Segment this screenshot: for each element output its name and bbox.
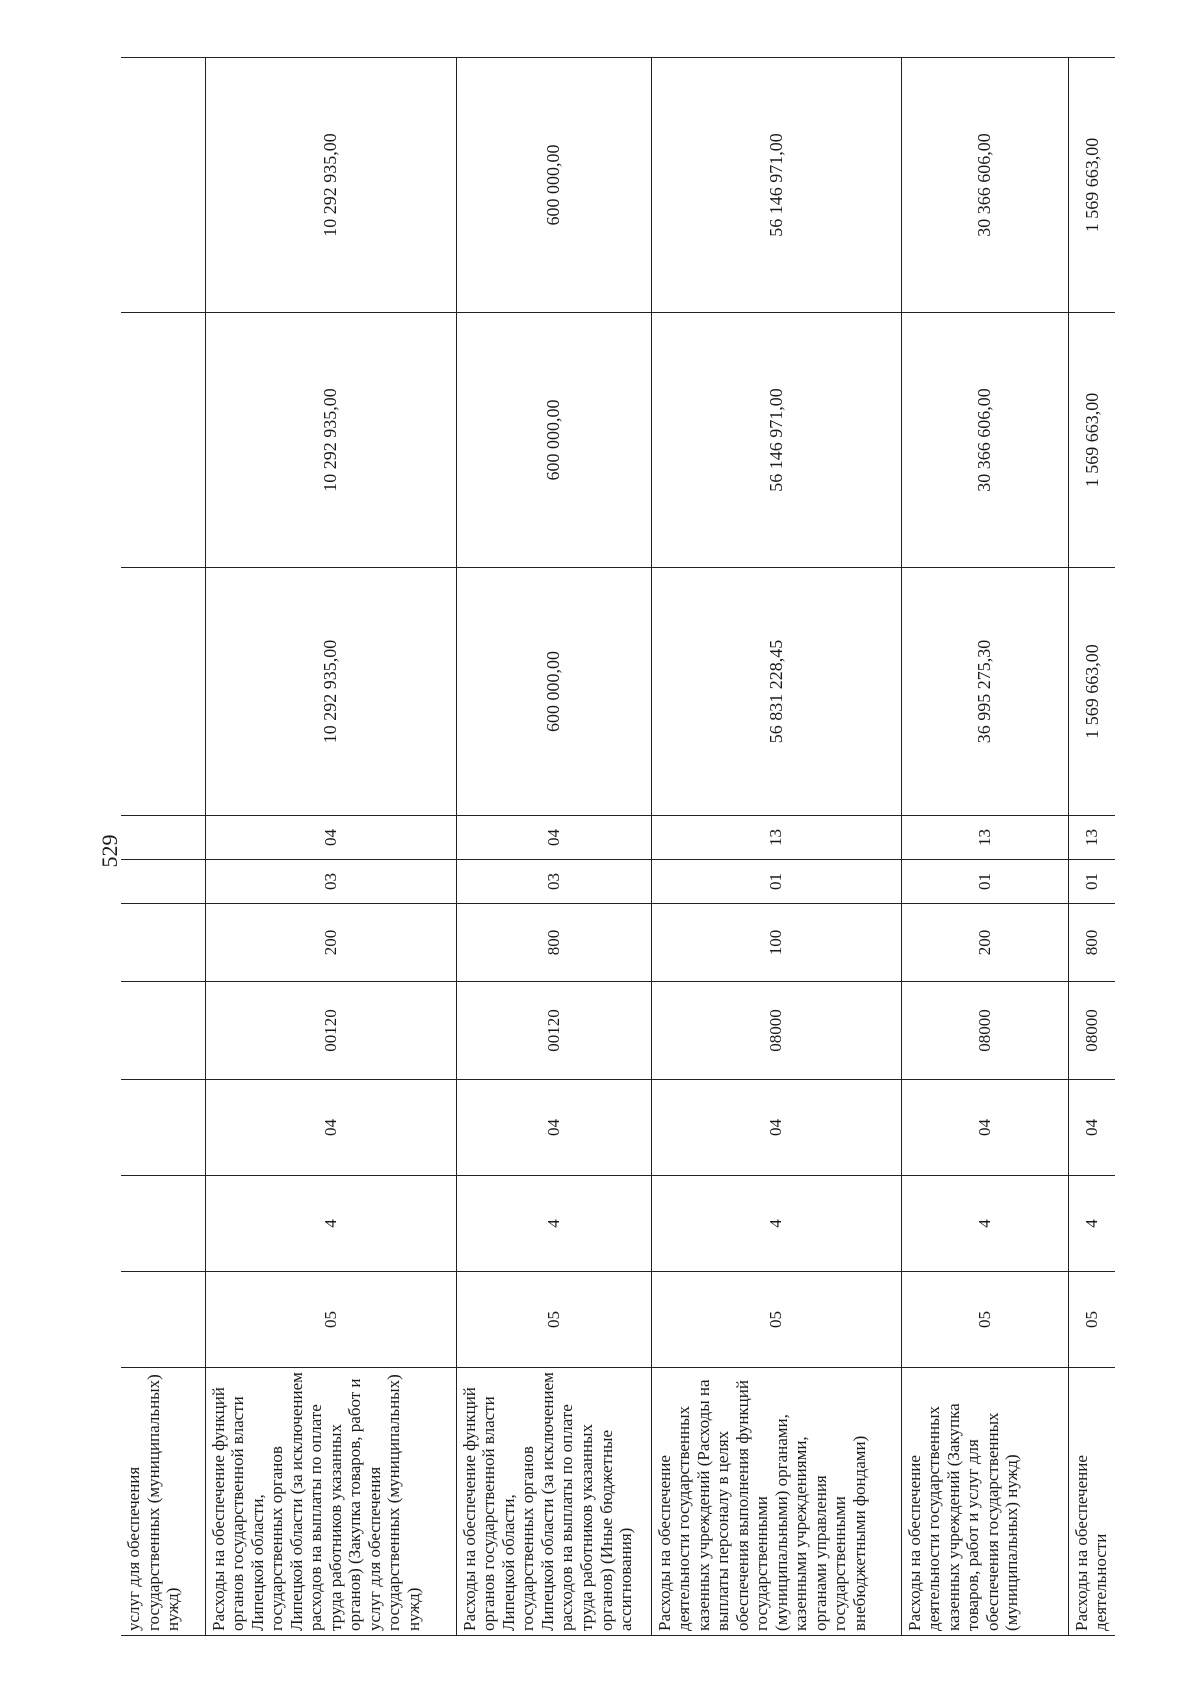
code-cell: 13 [901,816,1068,860]
code-cell [121,816,205,860]
amount-cell: 30 366 606,00 [901,58,1068,313]
amount-cell: 10 292 935,00 [205,313,456,568]
code-cell: 4 [1068,1176,1115,1272]
amount-cell: 600 000,00 [456,58,651,313]
code-cell: 03 [456,860,651,904]
budget-table-rotated [121,58,1115,1636]
table-row [456,58,651,1636]
row-description: Расходы на обеспечение функций органов государственной власти Липецкой области, государственных органов Липецкой области (за исключением расходов на выплаты по оплате труда работников указанных органов) (Закупка товаров, работ и услуг для обеспечения государственных (муниципальных) нужд) [205,1368,456,1636]
code-cell: 08000 [651,982,901,1080]
code-cell: 04 [205,816,456,860]
code-cell: 04 [1068,1080,1115,1176]
amount-cell: 10 292 935,00 [205,58,456,313]
code-cell: 08000 [1068,982,1115,1080]
code-cell: 4 [651,1176,901,1272]
code-cell: 13 [651,816,901,860]
amount-cell: 56 831 228,45 [651,568,901,816]
code-cell [121,904,205,982]
code-cell: 4 [205,1176,456,1272]
amount-cell: 1 569 663,00 [1068,568,1115,816]
code-cell: 100 [651,904,901,982]
code-cell: 05 [901,1272,1068,1368]
amount-cell [121,58,205,313]
code-cell: 04 [456,816,651,860]
code-cell: 00120 [205,982,456,1080]
budget-table [121,57,1115,1636]
row-description: Расходы на обеспечение деятельности [1068,1368,1115,1636]
amount-cell: 600 000,00 [456,568,651,816]
code-cell: 4 [456,1176,651,1272]
code-cell: 4 [901,1176,1068,1272]
amount-cell: 10 292 935,00 [205,568,456,816]
page-number: 529 [97,834,122,868]
code-cell: 05 [456,1272,651,1368]
row-description: услуг для обеспечения государственных (муниципальных) нужд) [121,1368,205,1636]
amount-cell: 1 569 663,00 [1068,313,1115,568]
code-cell [121,860,205,904]
code-cell: 01 [901,860,1068,904]
code-cell [121,1080,205,1176]
code-cell: 00120 [456,982,651,1080]
row-description: Расходы на обеспечение деятельности государственных казенных учреждений (Закупка товаров, работ и услуг для обеспечения государственных (муниципальных) нужд) [901,1368,1068,1636]
code-cell: 800 [1068,904,1115,982]
code-cell: 05 [651,1272,901,1368]
code-cell: 03 [205,860,456,904]
amount-cell: 1 569 663,00 [1068,58,1115,313]
amount-cell [121,313,205,568]
code-cell [121,1272,205,1368]
table-row [1068,58,1115,1636]
row-description: Расходы на обеспечение деятельности государственных казенных учреждений (Расходы на выплаты персоналу в целях обеспечения выполнения функций государственными (муниципальными) органами, казенными учреждениями, органами управления государственными внебюджетными фондами) [651,1368,901,1636]
table-row [205,58,456,1636]
amount-cell [121,568,205,816]
code-cell: 04 [456,1080,651,1176]
amount-cell: 56 146 971,00 [651,313,901,568]
code-cell: 200 [901,904,1068,982]
code-cell: 13 [1068,816,1115,860]
amount-cell: 56 146 971,00 [651,58,901,313]
table-row [901,58,1068,1636]
code-cell: 01 [651,860,901,904]
row-description: Расходы на обеспечение функций органов государственной власти Липецкой области, государственных органов Липецкой области (за исключением расходов на выплаты по оплате труда работников указанных органов) (Иные бюджетные ассигнования) [456,1368,651,1636]
code-cell: 01 [1068,860,1115,904]
code-cell: 800 [456,904,651,982]
code-cell: 200 [205,904,456,982]
code-cell: 05 [1068,1272,1115,1368]
code-cell [121,982,205,1080]
code-cell: 04 [901,1080,1068,1176]
code-cell: 04 [651,1080,901,1176]
amount-cell: 30 366 606,00 [901,313,1068,568]
code-cell: 04 [205,1080,456,1176]
code-cell [121,1176,205,1272]
amount-cell: 600 000,00 [456,313,651,568]
code-cell: 08000 [901,982,1068,1080]
table-row [651,58,901,1636]
amount-cell: 36 995 275,30 [901,568,1068,816]
table-row [121,58,205,1636]
code-cell: 05 [205,1272,456,1368]
